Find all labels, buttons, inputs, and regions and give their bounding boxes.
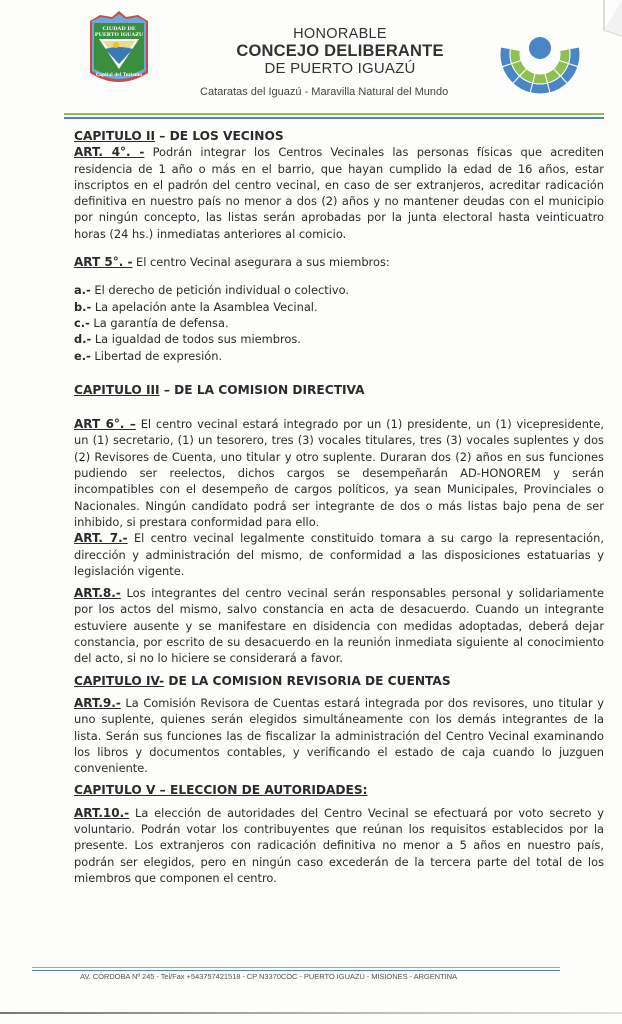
article-8 — [74, 585, 604, 666]
chapter-5-heading: CAPITULO V – ELECCION DE AUTORIDADES: — [74, 783, 368, 798]
letterhead — [190, 26, 490, 77]
footer-rule-green — [32, 967, 560, 968]
text-span: La apelación ante la Asamblea Vecinal. — [91, 299, 318, 314]
shield-text-1: CIUDAD DE — [102, 26, 136, 32]
article-6 — [74, 416, 604, 530]
text-span: e.- — [74, 348, 91, 363]
logo-center-dot — [529, 37, 551, 59]
logo-outer-segment — [530, 83, 550, 94]
city-shield-logo — [86, 9, 152, 89]
chapter-4-heading — [74, 673, 604, 689]
text-span: DE LA COMISION REVISORIA DE CUENTAS — [164, 673, 451, 688]
text-span: CAPITULO IV- — [74, 673, 165, 688]
shield-text-3: Capital del Turismo — [95, 72, 143, 77]
footer-address: AV. CÓRDOBA Nº 245 - Tel/Fax +543757421518 - CP N3370COC - PUERTO IGUAZÚ - MISIONES - ARGENTINA — [80, 972, 457, 981]
header-line-3: DE PUERTO IGUAZÚ — [264, 60, 416, 77]
text-span: c.- — [74, 315, 90, 330]
text-span: CAPITULO III — [74, 382, 160, 397]
article-label: ART. 4°. - — [74, 145, 145, 160]
shield-text-2: PUERTO IGUAZU — [94, 32, 144, 38]
list-item — [74, 315, 604, 331]
logo-inner-segment — [510, 49, 521, 64]
article-label: ART.9.- — [74, 695, 121, 710]
header-line-2: CONCEJO DELIBERANTE — [236, 42, 444, 60]
header-rule-blue — [64, 117, 604, 119]
text-span: El centro vecinal legalmente constituido tomara a su cargo la representación, dirección y administración del mismo, de conformidad a las disposiciones estatuarias y legislación vigente. — [74, 531, 604, 578]
text-span: La Comisión Revisora de Cuentas estará integrada por dos revisores, uno titular y uno suplente, quienes serán elegidos simultáneamente con los demás integrantes de la lista. Serán sus funciones las de fiscalizar la administración del Centro Vecinal examinando los libros y documentos contables, y verificando el estado de caja cuando lo juzguen conveniente. — [74, 695, 604, 776]
list-item — [74, 331, 604, 347]
article-9 — [74, 695, 604, 776]
article-10 — [74, 805, 604, 886]
list-item — [74, 299, 604, 315]
text-span: El derecho de petición individual o colectivo. — [90, 283, 349, 298]
footer-rule-blue — [32, 970, 560, 971]
article-label: ART.8.- — [74, 586, 121, 601]
council-logo — [494, 32, 586, 94]
text-span: CAPITULO II — [74, 129, 156, 143]
list-item — [74, 348, 604, 364]
text-span: a.- — [74, 283, 91, 298]
text-span: b.- — [74, 299, 92, 314]
chapter-3-heading — [74, 382, 604, 398]
text-span: La garantía de defensa. — [89, 315, 229, 330]
article-label: ART.10.- — [74, 805, 130, 820]
text-span: – DE LOS VECINOS — [155, 129, 284, 143]
text-span: El centro vecinal estará integrado por un (1) presidente, un (1) vicepresidente, un (1) secretario, (1) un tesorero, tres (3) vocales titulares, tres (3) vocales suplentes y dos (2) Revisores de Cuenta, uno titular y otro suplente. Duraran dos (2) años en sus funciones pudiendo ser reelectos, dichos cargos se desempeñarán AD-HONOREM y serán incompatibles con el desempeño de cargos políticos, ya sean Municipales, Provinciales o Nacionales. Ningún candidato podrá ser integrante de dos o más listas bajo pena de ser inhibido, si prestara conformidad para ello. — [74, 417, 605, 529]
text-span: – DE LA COMISION DIRECTIVA — [159, 382, 365, 397]
text-span: Podrán integrar los Centros Vecinales las personas físicas que acrediten residencia de 1 año o más en el barrio, que hayan cumplido la edad de 16 años, estar inscriptos en el padrón del centro vecinal, en caso de ser extranjeros, acreditar radicación definitiva en nuestro país no menor a dos (2) años y no mantener deudas con el municipio por ningún concepto, las listas serán aprobadas por la junta electoral hasta veinticuatro horas (24 hs.) inmediatas anteriores al comicio. — [74, 145, 605, 241]
text-span: Libertad de expresión. — [90, 348, 223, 363]
page-corner-fold — [600, 0, 622, 36]
scan-edge — [0, 1012, 622, 1014]
text-span: d.- — [74, 332, 92, 347]
document-body — [74, 128, 604, 886]
article-4 — [74, 144, 604, 242]
header-rule-green — [64, 113, 604, 115]
text-span: El centro Vecinal asegurara a sus miembros: — [132, 255, 390, 270]
text-span: Los integrantes del centro vecinal serán responsables personal y solidariamente por los actos del mismo, salvo constancia en acta de desacuerdo. Cuando un integrante estuviere ausente y se manifestare en disidencia con medidas adoptadas, deberá dejar constancia, por escrito de su desacuerdo en la reunión inmediata siguiente al conocimiento del acto, si no lo hiciere se considerará a favor. — [74, 586, 604, 666]
chapter-2-heading — [74, 128, 604, 144]
article-7 — [74, 530, 604, 579]
text-span: La elección de autoridades del Centro Vecinal se efectuará por voto secreto y voluntario. Podrán votar los contribuyentes que reúnan los requisitos establecidos por la presente. Los extranjeros con radicación definitiva no menor a 5 años en nuestro país, podrán ser elegidos, pero en ningún caso excederán de la tercera parte del total de los miembros que componen el centro. — [74, 805, 604, 885]
article-label: ART 5°. - — [74, 255, 133, 270]
header-tagline: Cataratas del Iguazú - Maravilla Natural del Mundo — [200, 86, 449, 98]
list-item — [74, 282, 604, 298]
article-label: ART. 7.- — [74, 531, 128, 546]
article-5 — [74, 254, 604, 270]
article-label: ART 6°. – — [74, 417, 136, 432]
header-line-1: HONORABLE — [293, 26, 387, 42]
text-span: La igualdad de todos sus miembros. — [91, 332, 301, 347]
